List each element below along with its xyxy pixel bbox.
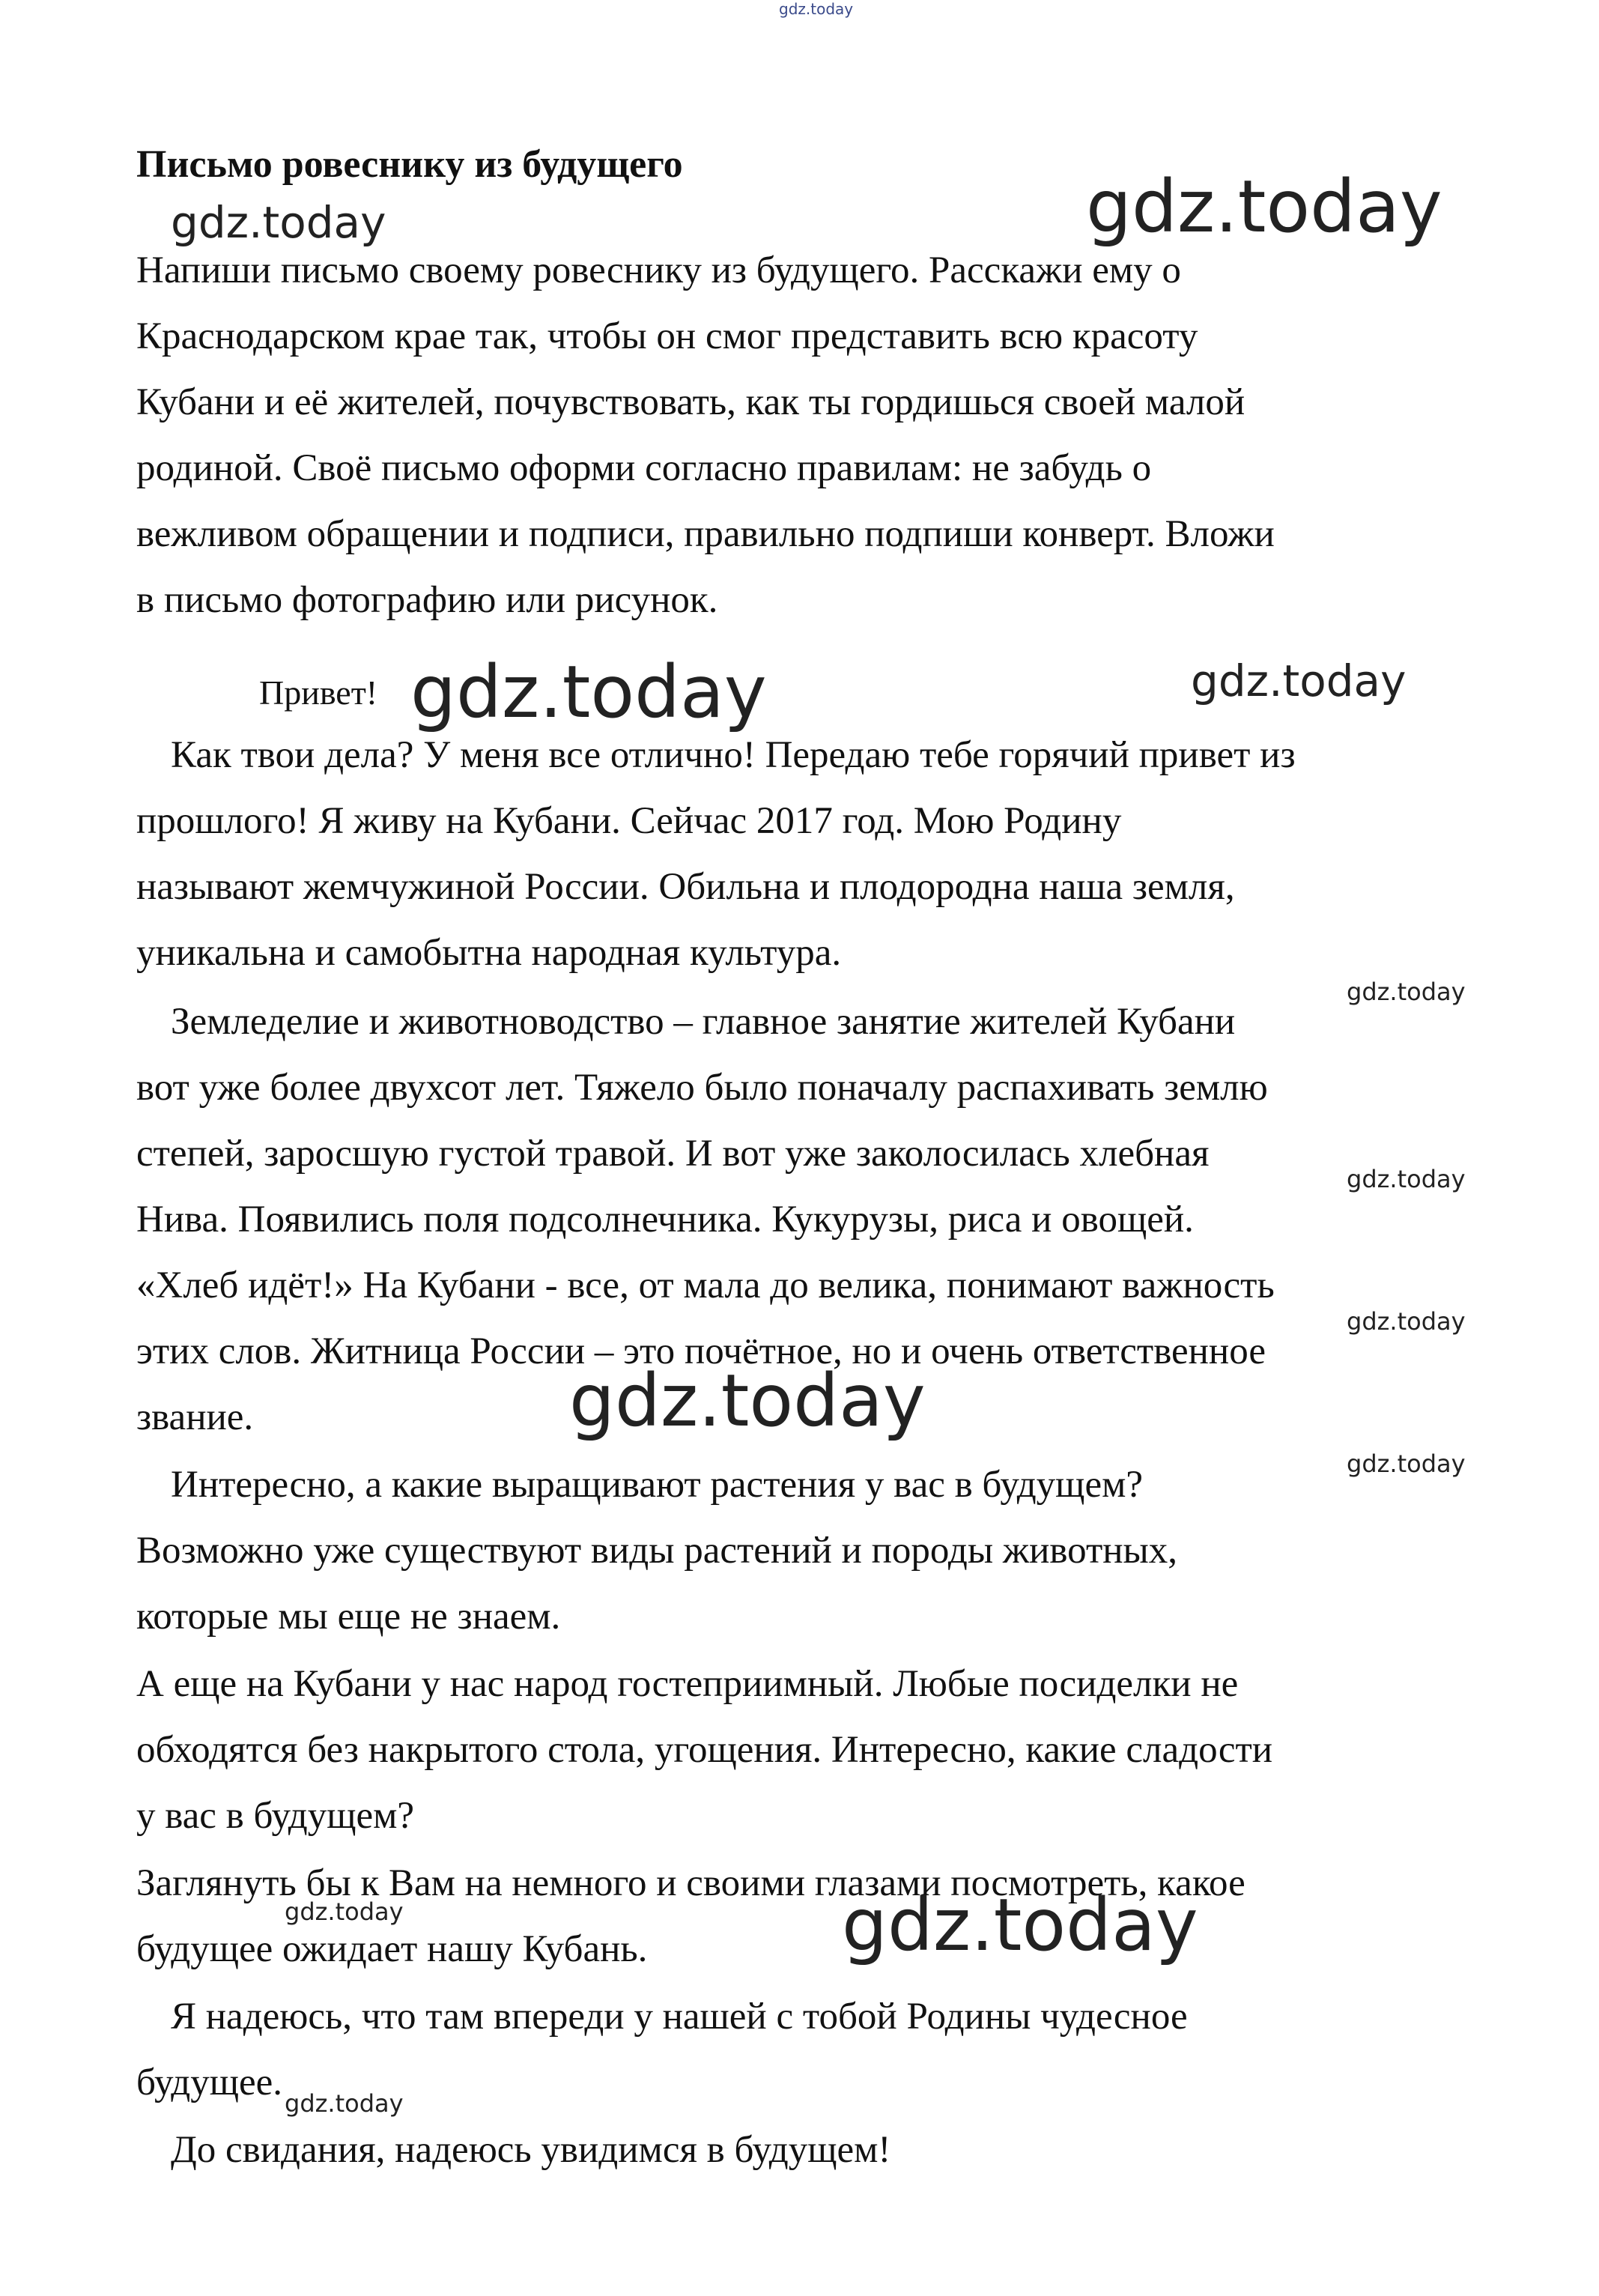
letter-line: Заглянуть бы к Вам на немного и своими глазами посмотреть, какое: [136, 1862, 1245, 1904]
watermark: gdz.today: [171, 197, 386, 248]
letter-line: у вас в будущем?: [136, 1795, 415, 1837]
watermark: gdz.today: [569, 1359, 926, 1443]
letter-line: Я надеюсь, что там впереди у нашей с тобой Родины чудесное: [171, 1996, 1188, 2038]
letter-line: Интересно, а какие выращивают растения у вас в будущем?: [171, 1464, 1143, 1506]
letter-line: которые мы еще не знаем.: [136, 1596, 561, 1638]
watermark: gdz.today: [842, 1883, 1198, 1967]
letter-line: этих слов. Житница России – это почётное, но и очень ответственное: [136, 1330, 1266, 1372]
watermark: gdz.today: [1086, 165, 1442, 249]
watermark: gdz.today: [285, 2089, 404, 2118]
task-line: в письмо фотографию или рисунок.: [136, 579, 718, 621]
letter-line: прошлого! Я живу на Кубани. Сейчас 2017 год. Мою Родину: [136, 800, 1122, 842]
letter-line: Нива. Появились поля подсолнечника. Кукурузы, риса и овощей.: [136, 1199, 1194, 1241]
letter-line: звание.: [136, 1396, 254, 1438]
letter-line: будущее ожидает нашу Кубань.: [136, 1928, 648, 1970]
document-title: Письмо ровеснику из будущего: [136, 143, 683, 186]
watermark: gdz.today: [1347, 1307, 1466, 1336]
task-line: Кубани и её жителей, почувствовать, как ты гордишься своей малой: [136, 381, 1245, 423]
watermark: gdz.today: [410, 650, 767, 734]
watermark: gdz.today: [1347, 1165, 1466, 1193]
letter-line: До свидания, надеюсь увидимся в будущем!: [171, 2129, 891, 2171]
task-line: Напиши письмо своему ровеснику из будущего. Расскажи ему о: [136, 249, 1181, 291]
letter-line: степей, заросшую густой травой. И вот уже заколосилась хлебная: [136, 1133, 1210, 1175]
task-line: Краснодарском крае так, чтобы он смог представить всю красоту: [136, 315, 1198, 357]
letter-line: «Хлеб идёт!» На Кубани - все, от мала до велика, понимают важность: [136, 1264, 1275, 1306]
watermark: gdz.today: [1347, 1450, 1466, 1478]
letter-greeting: Привет!: [259, 673, 378, 712]
letter-line: будущее.: [136, 2062, 283, 2103]
letter-line: уникальна и самобытна народная культура.: [136, 932, 842, 974]
letter-line: обходятся без накрытого стола, угощения. Интересно, какие сладости: [136, 1729, 1273, 1771]
letter-line: называют жемчужиной России. Обильна и плодородна наша земля,: [136, 866, 1235, 908]
letter-line: Возможно уже существуют виды растений и породы животных,: [136, 1530, 1178, 1572]
letter-line: А еще на Кубани у нас народ гостеприимный. Любые посиделки не: [136, 1663, 1239, 1705]
watermark: gdz.today: [285, 1897, 404, 1926]
letter-line: Как твои дела? У меня все отлично! Передаю тебе горячий привет из: [171, 734, 1296, 776]
task-line: родиной. Своё письмо оформи согласно правилам: не забудь о: [136, 447, 1152, 489]
letter-line: Земледелие и животноводство – главное занятие жителей Кубани: [171, 1001, 1236, 1043]
watermark: gdz.today: [779, 0, 854, 18]
watermark: gdz.today: [1347, 978, 1466, 1006]
letter-line: вот уже более двухсот лет. Тяжело было поначалу распахивать землю: [136, 1067, 1268, 1109]
task-line: вежливом обращении и подписи, правильно подпиши конверт. Вложи: [136, 513, 1275, 555]
watermark: gdz.today: [1191, 655, 1407, 706]
